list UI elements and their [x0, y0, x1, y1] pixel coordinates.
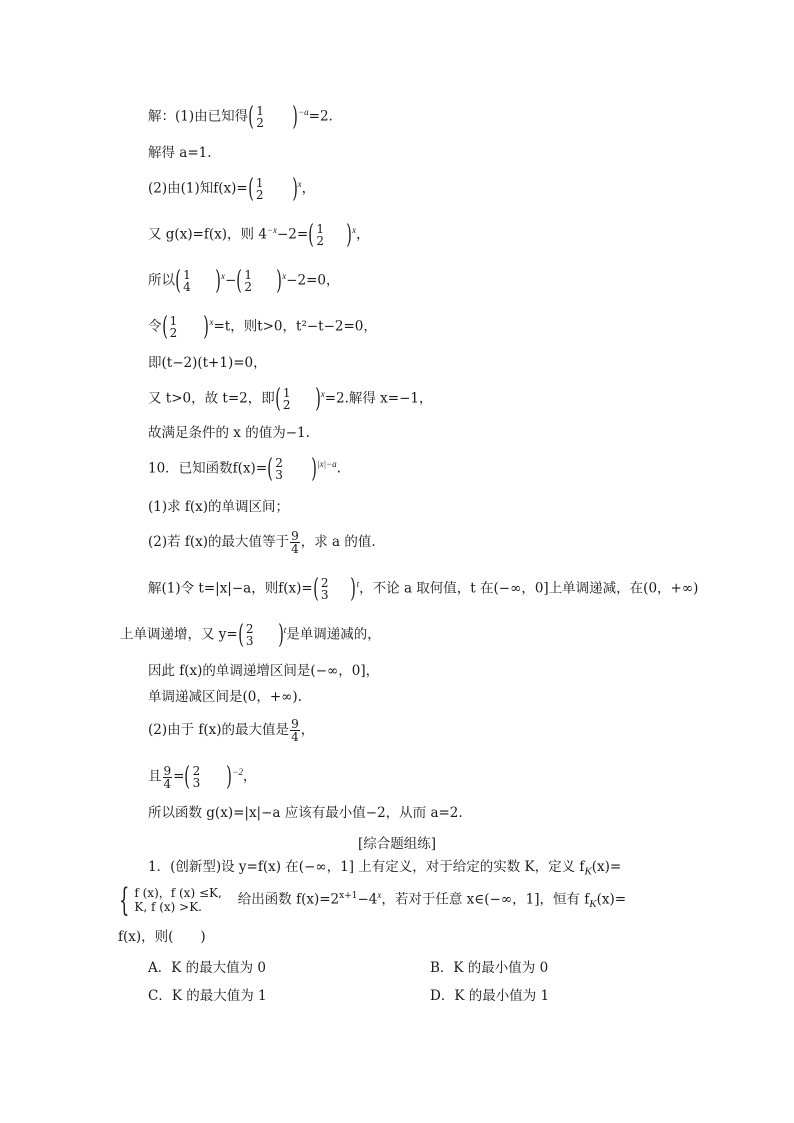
denominator: 2 — [255, 188, 264, 202]
option-a[interactable]: A．K 的最大值为 0 — [148, 960, 267, 976]
numerator: 1 — [255, 176, 264, 190]
paren-open: ( — [238, 620, 244, 650]
text: ，若对于任意 x∈(−∞，1]，恒有 f — [381, 891, 590, 908]
text: −2= — [277, 226, 309, 243]
solution-line-1 — [148, 104, 333, 130]
text: 令 — [148, 318, 162, 335]
paren-open: ( — [184, 762, 191, 792]
text: −2=0， — [286, 272, 340, 289]
question-1-line-2 — [118, 881, 627, 919]
denominator: 4 — [291, 730, 299, 744]
denominator: 4 — [163, 776, 172, 791]
text: 上单调递增，又 y= — [120, 626, 238, 643]
paren-close: ) — [346, 220, 352, 250]
denominator: 2 — [316, 234, 325, 248]
text: 且 — [148, 768, 162, 785]
case-1: f (x)，f (x) ≤K, — [134, 886, 222, 900]
problem-10-statement — [148, 456, 341, 482]
solution-10-line-1 — [148, 576, 698, 602]
text: . — [336, 460, 341, 477]
fraction — [255, 105, 265, 129]
paren-close: ) — [292, 102, 298, 132]
fraction — [192, 765, 202, 789]
exponent: |x|−a — [317, 459, 337, 469]
fraction — [290, 530, 300, 555]
text: ， — [301, 180, 316, 197]
exponent: x — [282, 271, 287, 281]
solution-10-line-3: 因此 f(x)的单调递增区间是(−∞，0]， — [148, 663, 380, 679]
text: ， — [300, 722, 315, 738]
fraction — [320, 577, 330, 601]
numerator: 2 — [320, 576, 329, 590]
numerator: 2 — [192, 764, 201, 778]
text: ， — [242, 768, 257, 785]
exponent: −a — [298, 107, 309, 117]
exponent: x — [352, 225, 357, 235]
piecewise-cases — [134, 886, 221, 914]
solution-10-line-4: 单调递减区间是(0，+∞). — [148, 689, 302, 705]
solution-line-5 — [148, 268, 340, 294]
paren-open: ( — [267, 454, 274, 484]
fraction — [255, 177, 265, 201]
exponent: −2 — [232, 767, 243, 777]
solution-10-line-5 — [148, 718, 314, 743]
exponent: t — [283, 625, 287, 635]
fraction — [290, 718, 300, 743]
paren-close: ) — [350, 574, 357, 604]
text: (2)由于 f(x)的最大值是 — [148, 722, 290, 738]
paren-open: ( — [175, 266, 181, 296]
numerator: 9 — [291, 717, 299, 731]
exponent: t — [356, 579, 360, 589]
text: 给出函数 f(x)=2 — [237, 891, 340, 908]
numerator: 1 — [316, 222, 325, 236]
case-2: K, f (x) >K. — [134, 900, 202, 914]
paren-close: ) — [276, 266, 282, 296]
text: ，不论 a 取何值，t 在(−∞，0]上单调递减，在(0，+∞) — [359, 580, 699, 597]
text: 10．已知函数f(x)= — [148, 460, 268, 477]
denominator: 2 — [256, 116, 264, 130]
denominator: 2 — [169, 326, 178, 340]
text: (x)= — [596, 891, 627, 908]
fraction — [163, 765, 173, 790]
denominator: 2 — [282, 398, 291, 412]
paren-close: ) — [203, 312, 210, 342]
solution-line-9: 故满足条件的 x 的值为−1. — [148, 425, 310, 441]
text: (2)由(1)知f(x)= — [148, 180, 248, 197]
text: 解(1)令 t=|x|−a，则f(x)= — [148, 580, 313, 597]
solution-10-line-2 — [120, 622, 381, 648]
option-d[interactable]: D．K 的最小值为 1 — [430, 988, 550, 1004]
numerator: 2 — [245, 622, 254, 636]
text: =2. — [308, 108, 333, 125]
text: =t，则t>0，t²−t−2=0， — [213, 318, 377, 335]
exponent: x — [209, 317, 214, 327]
solution-10-line-6 — [148, 764, 256, 790]
problem-10-part-2 — [148, 530, 376, 555]
denominator: 4 — [291, 542, 299, 556]
solution-line-6 — [148, 314, 377, 340]
fraction — [243, 269, 253, 293]
text: ， — [356, 226, 370, 243]
option-c[interactable]: C．K 的最大值为 1 — [148, 988, 267, 1004]
text: − — [224, 272, 237, 289]
subscript: K — [584, 865, 592, 878]
numerator: 1 — [244, 268, 253, 282]
text: = — [173, 768, 185, 785]
fraction — [315, 223, 325, 247]
denominator: 4 — [183, 280, 191, 294]
paren-close: ) — [277, 620, 284, 650]
paren-open: ( — [248, 102, 254, 132]
section-header: [综合题组练] — [357, 836, 437, 852]
fraction — [274, 457, 284, 481]
denominator: 3 — [245, 634, 254, 648]
text: 是单调递减的， — [286, 626, 381, 643]
fraction — [282, 387, 292, 411]
paren-open: ( — [312, 574, 319, 604]
paren-open: ( — [161, 312, 168, 342]
exponent: x — [297, 179, 302, 189]
paren-open: ( — [308, 220, 315, 250]
paren-open: ( — [247, 174, 254, 204]
brace-icon: { — [119, 881, 130, 919]
exponent: x — [220, 271, 225, 281]
solution-10-line-7: 所以函数 g(x)=|x|−a 应该有最小值−2，从而 a=2. — [148, 805, 463, 821]
exponent: −x — [266, 225, 277, 235]
numerator: 2 — [275, 456, 283, 470]
text: 解：(1)由已知得 — [148, 108, 249, 125]
text: (x)= — [591, 859, 622, 875]
text: =2.解得 x=−1， — [324, 390, 433, 407]
paren-close: ) — [291, 174, 298, 204]
denominator: 2 — [244, 280, 253, 294]
paren-close: ) — [215, 266, 221, 296]
text: −4 — [357, 891, 378, 908]
numerator: 1 — [282, 386, 291, 400]
fraction — [169, 315, 179, 339]
option-b[interactable]: B．K 的最小值为 0 — [430, 960, 549, 976]
exponent: x — [320, 389, 325, 399]
numerator: 1 — [256, 104, 264, 118]
text: ，求 a 的值. — [300, 534, 376, 550]
subscript: K — [589, 898, 597, 911]
paren-close: ) — [314, 384, 321, 414]
solution-line-2: 解得 a=1. — [148, 145, 212, 161]
numerator: 1 — [169, 314, 178, 328]
denominator: 3 — [275, 468, 283, 482]
numerator: 1 — [183, 268, 191, 282]
numerator: 9 — [291, 529, 299, 543]
fraction — [182, 269, 192, 293]
fraction — [245, 623, 255, 647]
text: 又 g(x)=f(x)，则 4 — [148, 226, 267, 243]
question-1-line-1 — [148, 858, 621, 881]
text: 又 t>0，故 t=2，即 — [148, 390, 275, 407]
exponent: x+1 — [339, 891, 358, 901]
paren-open: ( — [236, 266, 243, 296]
text: (2)若 f(x)的最大值等于 — [148, 534, 290, 550]
paren-open: ( — [275, 384, 281, 414]
denominator: 3 — [320, 588, 329, 602]
text: 1．(创新型)设 y=f(x) 在(−∞，1] 上有定义，对于给定的实数 K，定义 f — [148, 859, 585, 875]
numerator: 9 — [163, 763, 172, 778]
paren-close: ) — [226, 762, 233, 792]
denominator: 3 — [192, 776, 201, 790]
question-1-line-3: f(x)，则( ) — [118, 929, 206, 945]
exponent: x — [377, 890, 382, 900]
solution-line-3 — [148, 176, 315, 202]
solution-line-8 — [148, 386, 433, 412]
paren-close: ) — [311, 454, 317, 484]
text: 所以 — [148, 272, 175, 289]
solution-line-7: 即(t−2)(t+1)=0， — [148, 355, 267, 371]
solution-line-4 — [148, 222, 370, 248]
problem-10-part-1: (1)求 f(x)的单调区间； — [148, 499, 290, 515]
